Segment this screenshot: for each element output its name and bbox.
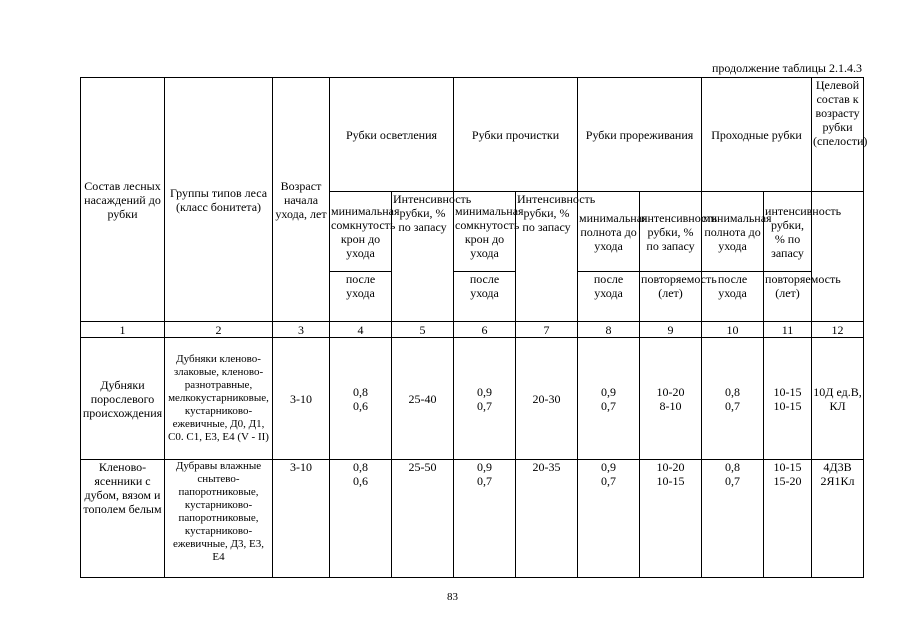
column-number: 7 bbox=[516, 322, 578, 338]
page-number: 83 bbox=[447, 591, 458, 603]
table-caption: продолжение таблицы 2.1.4.3 bbox=[711, 61, 862, 75]
column-number: 6 bbox=[454, 322, 516, 338]
header-min-fullness-10: минимальная полнота до ухода bbox=[702, 192, 764, 272]
cell-composition: Дубняки порослевого происхождения bbox=[81, 338, 165, 460]
cell-col11: 10-15 10-15 bbox=[764, 338, 812, 460]
header-repeat-9: повторяемость (лет) bbox=[640, 272, 702, 322]
cell-forest-group: Дубравы влажные снытево-папоротниковые, кустарниково-папоротниковые, кустарниково-ежевичные, Д3, Е3, Е4 bbox=[165, 460, 273, 578]
header-min-fullness-8: минимальная полнота до ухода bbox=[578, 192, 640, 272]
column-number: 2 bbox=[165, 322, 273, 338]
header-intensity-5: Интенсивность рубки, % по запасу bbox=[392, 192, 454, 322]
header-lightening: Рубки осветления bbox=[330, 78, 454, 192]
column-number-row bbox=[81, 322, 864, 338]
column-number: 11 bbox=[764, 322, 812, 338]
header-min-density-4: минимальная сомкнутость крон до ухода bbox=[330, 192, 392, 272]
table-row bbox=[81, 338, 864, 460]
silviculture-table bbox=[80, 77, 868, 578]
column-number: 12 bbox=[812, 322, 864, 338]
header-intensity-9: интенсивность рубки, % по запасу bbox=[640, 192, 702, 272]
header-repeat-11: повторяемость (лет) bbox=[764, 272, 812, 322]
cell-composition: Кленово-ясенники с дубом, вязом и тополем белым bbox=[81, 460, 165, 578]
cell-col9: 10-20 10-15 bbox=[640, 460, 702, 578]
cell-target: 4Д3В 2Я1Кл bbox=[812, 460, 864, 578]
cell-start-age: 3-10 bbox=[273, 460, 330, 578]
header-start-age: Возраст начала ухода, лет bbox=[273, 78, 330, 322]
header-after-care-10: после ухода bbox=[702, 272, 764, 322]
header-thinning: Рубки прореживания bbox=[578, 78, 702, 192]
column-number: 3 bbox=[273, 322, 330, 338]
header-composition: Состав лесных насаждений до рубки bbox=[81, 78, 165, 322]
header-after-care-4: после ухода bbox=[330, 272, 392, 322]
header-cleaning: Рубки прочистки bbox=[454, 78, 578, 192]
cell-col10: 0,8 0,7 bbox=[702, 338, 764, 460]
cell-start-age: 3-10 bbox=[273, 338, 330, 460]
header-passing: Проходные рубки bbox=[702, 78, 812, 192]
column-number: 4 bbox=[330, 322, 392, 338]
header-forest-groups: Группы типов леса (класс бонитета) bbox=[165, 78, 273, 322]
header-intensity-7: Интенсивность рубки, % по запасу bbox=[516, 192, 578, 322]
column-number: 5 bbox=[392, 322, 454, 338]
cell-col4: 0,8 0,6 bbox=[330, 460, 392, 578]
cell-col4: 0,8 0,6 bbox=[330, 338, 392, 460]
cell-col10: 0,8 0,7 bbox=[702, 460, 764, 578]
header-min-density-6: минимальная сомкнутость крон до ухода bbox=[454, 192, 516, 272]
cell-col6: 0,9 0,7 bbox=[454, 338, 516, 460]
header-target: Целевой состав к возрасту рубки (спелости) bbox=[812, 78, 864, 192]
column-number: 8 bbox=[578, 322, 640, 338]
cell-col7: 20-30 bbox=[516, 338, 578, 460]
cell-col6: 0,9 0,7 bbox=[454, 460, 516, 578]
header-after-care-8: после ухода bbox=[578, 272, 640, 322]
column-number: 1 bbox=[81, 322, 165, 338]
cell-col5: 25-50 bbox=[392, 460, 454, 578]
column-number: 9 bbox=[640, 322, 702, 338]
header-intensity-11: интенсивность рубки, % по запасу bbox=[764, 192, 812, 272]
column-number: 10 bbox=[702, 322, 764, 338]
cell-col8: 0,9 0,7 bbox=[578, 460, 640, 578]
cell-col8: 0,9 0,7 bbox=[578, 338, 640, 460]
cell-col9: 10-20 8-10 bbox=[640, 338, 702, 460]
cell-col11: 10-15 15-20 bbox=[764, 460, 812, 578]
cell-col7: 20-35 bbox=[516, 460, 578, 578]
header-after-care-6: после ухода bbox=[454, 272, 516, 322]
table-row bbox=[81, 460, 864, 578]
cell-forest-group: Дубняки кленово-злаковые, кленово-разнотравные, мелкокустарниковые, кустарниково-ежевичные, Д0, Д1, С0. С1, Е3, Е4 (V - II) bbox=[165, 338, 273, 460]
cell-target: 10Д ед.В, КЛ bbox=[812, 338, 864, 460]
cell-col5: 25-40 bbox=[392, 338, 454, 460]
